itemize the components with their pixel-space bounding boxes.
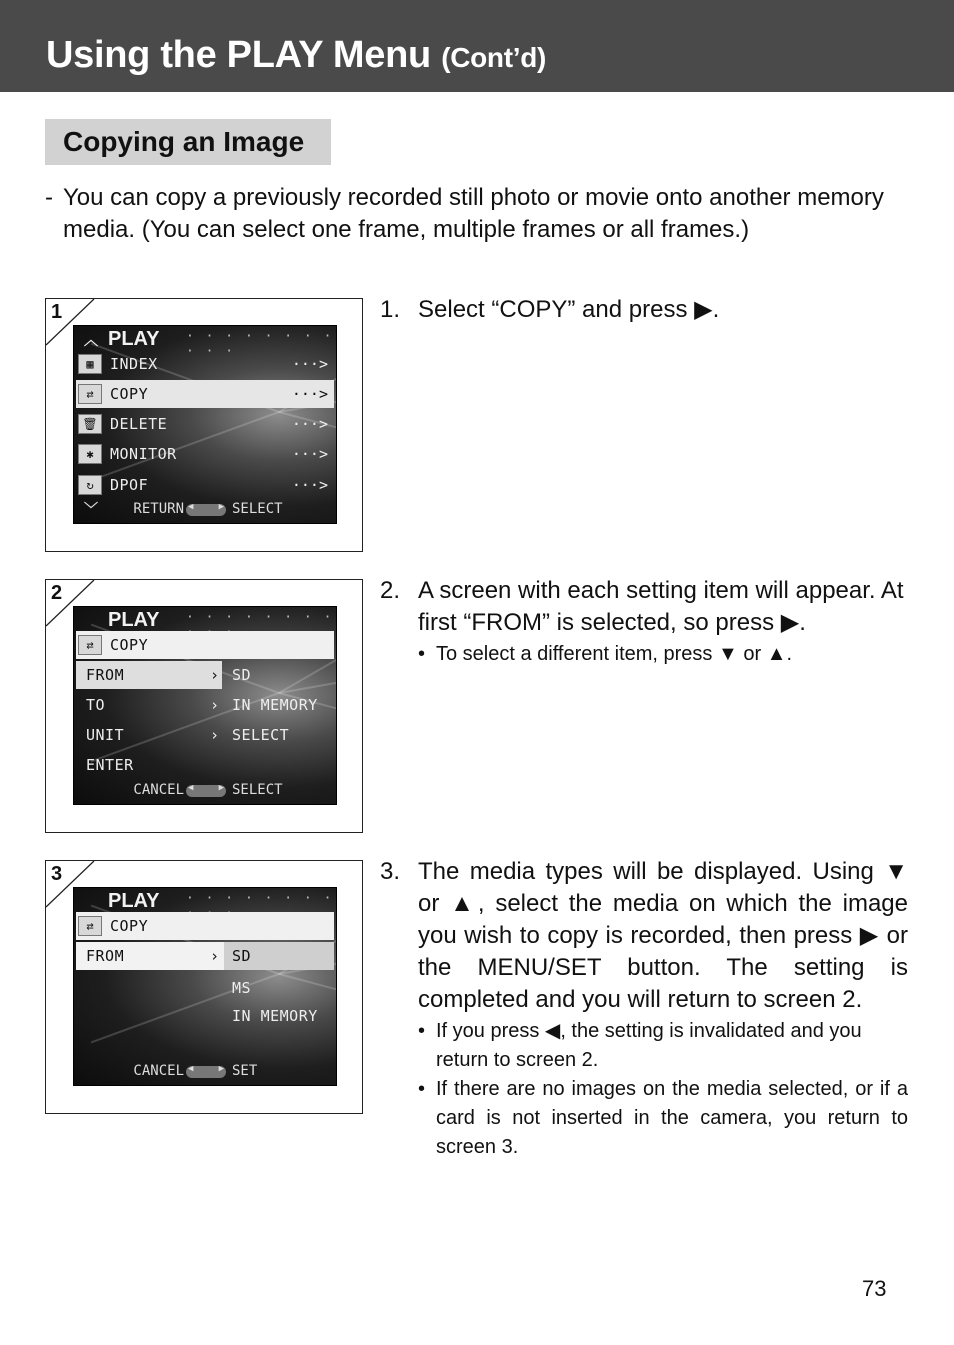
dotted-arrow-icon: ···> <box>291 355 328 373</box>
controller-pill-icon <box>186 504 226 516</box>
media-option-ms[interactable]: MS <box>232 979 252 997</box>
setting-row-from[interactable] <box>76 661 334 689</box>
setting-value: SD <box>232 666 252 684</box>
media-option-row[interactable] <box>76 1002 334 1030</box>
menu-title: PLAY <box>108 328 160 350</box>
page-title: Using the PLAY Menu (Cont’d) <box>46 34 547 76</box>
menu-item-label: INDEX <box>110 355 158 373</box>
camera-screen <box>73 325 337 524</box>
menu-header <box>74 326 337 359</box>
menu-dots: · · · · · · · · <box>186 610 334 625</box>
bullet-text: If you press ◀, the setting is invalidated and you return to screen 2. <box>436 1020 862 1071</box>
setting-row-from[interactable] <box>76 942 334 970</box>
chevron-right-icon: › <box>210 947 220 965</box>
media-option-row[interactable] <box>76 974 334 1002</box>
bullet-text: To select a different item, press ▼ or ▲. <box>436 643 793 665</box>
setting-label: UNIT <box>86 726 125 744</box>
bullet-text: If there are no images on the media selected, or if a card is not inserted in the camera, you return to screen 3. <box>436 1078 908 1158</box>
submenu-header-copy <box>76 912 334 940</box>
copy-icon: ⇄ <box>78 916 102 936</box>
menu-item-copy[interactable] <box>76 380 334 408</box>
step-text: The media types will be displayed. Using ▼ or ▲, select the media on which the image you wish to copy is recorded, then press ▶ or the MENU/SET button. The setting is completed and you will return to screen 2. <box>418 858 908 1013</box>
footer-left-label: CANCEL <box>133 782 184 798</box>
step-text: A screen with each setting item will appear. At first “FROM” is selected, so press ▶. <box>418 577 904 636</box>
menu-header <box>74 607 337 633</box>
submenu-title: COPY <box>110 636 149 654</box>
controller-pill-icon <box>186 1066 226 1078</box>
menu-item-delete[interactable] <box>76 410 334 438</box>
footer-left-label: RETURN <box>133 501 184 517</box>
chevron-right-icon: › <box>210 666 220 684</box>
bullet-mark: • <box>418 1078 426 1100</box>
camera-screen <box>73 606 337 805</box>
menu-item-label: COPY <box>110 385 149 403</box>
title-suffix: (Cont’d) <box>441 42 547 73</box>
setting-row-to[interactable] <box>76 691 334 719</box>
screen-frame-2 <box>45 579 363 833</box>
footer-left-label: CANCEL <box>133 1063 184 1079</box>
setting-label: FROM <box>86 666 125 684</box>
footer-right-label: SELECT <box>232 501 283 517</box>
media-option-in-memory[interactable]: IN MEMORY <box>232 1007 318 1025</box>
step-text: Select “COPY” and press ▶. <box>418 296 720 323</box>
section-title: Copying an Image <box>63 126 305 157</box>
menu-title: PLAY <box>108 609 160 631</box>
frame-number: 1 <box>51 301 63 323</box>
menu-header <box>74 888 337 914</box>
frame-number: 3 <box>51 863 63 885</box>
menu-item-dpof[interactable] <box>76 471 334 499</box>
screen-frame-3 <box>45 860 363 1114</box>
menu-item-label: DELETE <box>110 415 168 433</box>
frame-number: 2 <box>51 582 63 604</box>
menu-dots: · · · · · · · · · · · <box>186 329 334 359</box>
setting-value: IN MEMORY <box>232 696 318 714</box>
menu-item-label: DPOF <box>110 476 149 494</box>
index-icon: ▦ <box>78 354 102 374</box>
setting-label: TO <box>86 696 106 714</box>
step-number: 2. <box>380 577 401 604</box>
footer-right-label: SET <box>232 1063 258 1079</box>
chevron-down-icon: ﹀ <box>84 502 98 518</box>
menu-dots: · · · · · · · · <box>186 891 334 906</box>
footer-right-label: SELECT <box>232 782 283 798</box>
menu-title: PLAY <box>108 890 160 912</box>
setting-label: ENTER <box>86 756 134 774</box>
page-header <box>0 0 954 92</box>
menu-item-index[interactable] <box>76 350 334 378</box>
chevron-right-icon: › <box>210 696 220 714</box>
bullet-mark: • <box>418 643 426 665</box>
setting-row-unit[interactable] <box>76 721 334 749</box>
setting-label: FROM <box>86 947 125 965</box>
intro-dash: - <box>45 184 53 211</box>
media-option-sd[interactable]: SD <box>232 947 252 965</box>
intro-text: You can copy a previously recorded still photo or movie onto another memory media. (You can select one frame, multiple frames or all frames.) <box>63 184 884 243</box>
dotted-arrow-icon: ···> <box>291 415 328 433</box>
dpof-icon: ↻ <box>78 475 102 495</box>
screen-footer <box>74 778 337 804</box>
setting-row-enter[interactable] <box>76 751 334 779</box>
caret-up-icon: ︿ <box>84 333 98 349</box>
camera-screen <box>73 887 337 1086</box>
section-heading-box <box>45 119 331 165</box>
dotted-arrow-icon: ···> <box>291 445 328 463</box>
menu-item-monitor[interactable] <box>76 440 334 468</box>
copy-icon: ⇄ <box>78 384 102 404</box>
step-number: 1. <box>380 296 401 323</box>
bullet-mark: • <box>418 1020 426 1042</box>
controller-pill-icon <box>186 785 226 797</box>
step-number: 3. <box>380 858 401 885</box>
screen-frame-1 <box>45 298 363 552</box>
dotted-arrow-icon: ···> <box>291 385 328 403</box>
page-number: 73 <box>862 1276 887 1301</box>
submenu-title: COPY <box>110 917 149 935</box>
monitor-icon: ✱ <box>78 444 102 464</box>
setting-value: SELECT <box>232 726 290 744</box>
screen-footer <box>74 1059 337 1085</box>
menu-item-label: MONITOR <box>110 445 177 463</box>
copy-icon: ⇄ <box>78 635 102 655</box>
screen-footer <box>74 497 337 523</box>
submenu-header-copy <box>76 631 334 659</box>
dotted-arrow-icon: ···> <box>291 476 328 494</box>
chevron-right-icon: › <box>210 726 220 744</box>
trash-icon: 🗑 <box>78 414 102 434</box>
